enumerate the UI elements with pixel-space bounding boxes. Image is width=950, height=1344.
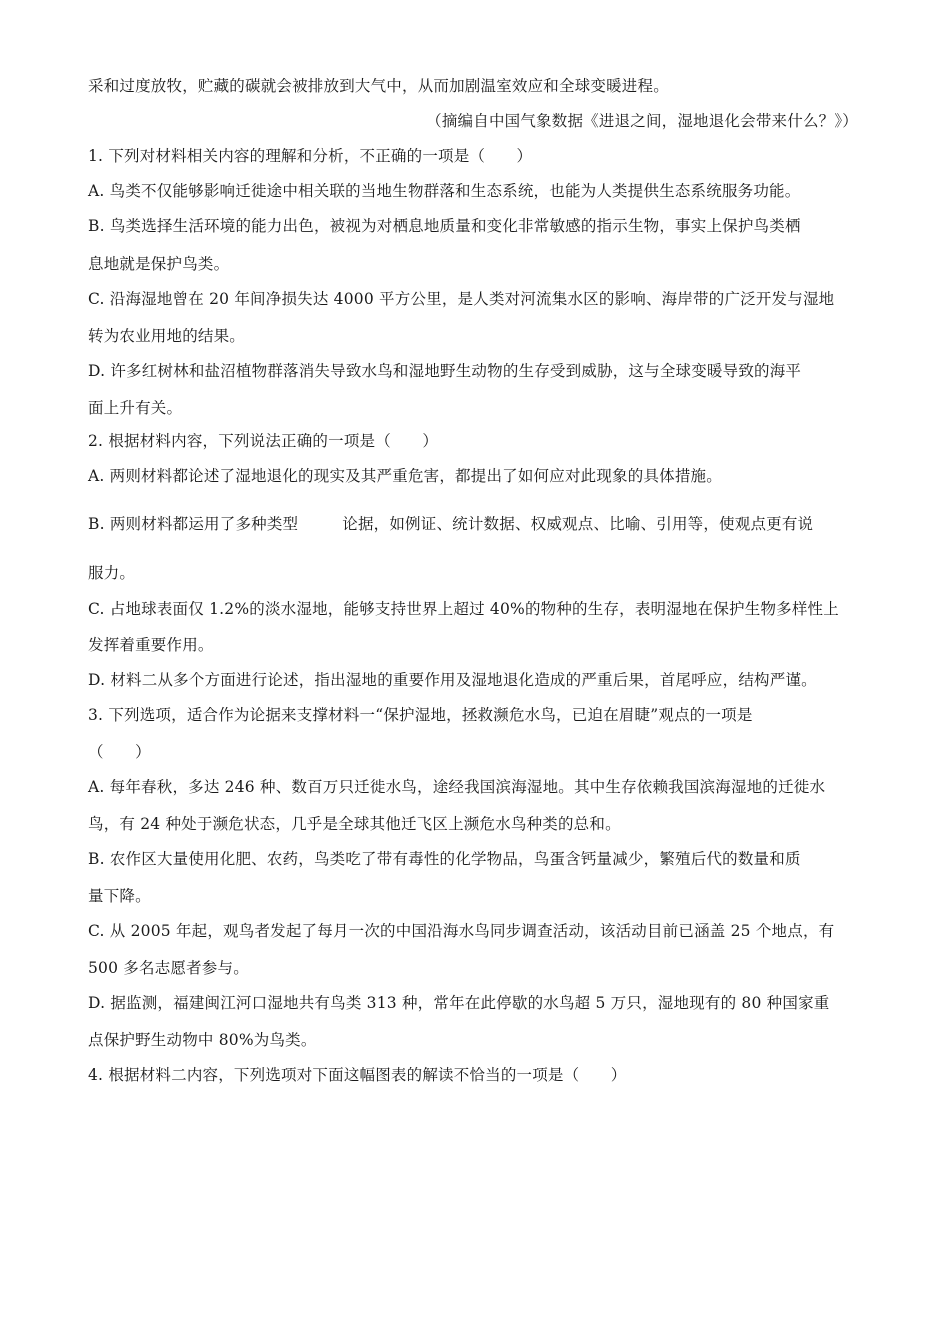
question-1-option-b: B. 鸟类选择生活环境的能力出色，被视为对栖息地质量和变化非常敏感的指示生物，事实上保护鸟类栖 — [88, 217, 801, 235]
question-2-option-c: C. 占地球表面仅 1.2%的淡水湿地，能够支持世界上超过 40%的物种的生存，表明湿地在保护生物多样性上 — [88, 600, 839, 618]
question-1-option-b-cont: 息地就是保护鸟类。 — [88, 255, 230, 273]
question-2-option-c-cont: 发挥着重要作用。 — [88, 636, 214, 654]
question-3-option-a-cont: 鸟，有 24 种处于濒危状态，几乎是全球其他迁飞区上濒危水鸟种类的总和。 — [88, 815, 621, 833]
question-4-stem: 4. 根据材料二内容，下列选项对下面这幅图表的解读不恰当的一项是（ ） — [88, 1066, 627, 1084]
question-3-option-a: A. 每年春秋，多达 246 种、数百万只迁徙水鸟，途经我国滨海湿地。其中生存依赖我国滨海湿地的迁徙水 — [88, 778, 826, 796]
question-1-option-c-cont: 转为农业用地的结果。 — [88, 327, 246, 345]
question-1-option-a: A. 鸟类不仅能够影响迁徙途中相关联的当地生物群落和生态系统，也能为人类提供生态系统服务功能。 — [88, 182, 801, 200]
question-2-option-b-part1: B. 两则材料都运用了多种类型 — [88, 515, 299, 533]
intro-line: 采和过度放牧，贮藏的碳就会被排放到大气中，从而加剧温室效应和全球变暖进程。 — [88, 77, 669, 95]
question-3-stem: 3. 下列选项，适合作为论据来支撑材料一“保护湿地，拯救濒危水鸟，已迫在眉睫”观点的一项是 — [88, 706, 753, 724]
question-2-option-b-cont: 服力。 — [88, 564, 136, 582]
question-3-option-c: C. 从 2005 年起，观鸟者发起了每月一次的中国沿海水鸟同步调查活动，该活动目前已涵盖 25 个地点，有 — [88, 922, 835, 940]
question-3-option-c-cont: 500 多名志愿者参与。 — [88, 959, 249, 977]
question-1-option-d-cont: 面上升有关。 — [88, 399, 183, 417]
question-3-option-d-cont: 点保护野生动物中 80%为鸟类。 — [88, 1031, 317, 1049]
question-1-stem: 1. 下列对材料相关内容的理解和分析，不正确的一项是（ ） — [88, 147, 533, 165]
question-3-option-b-cont: 量下降。 — [88, 887, 151, 905]
question-2-option-a: A. 两则材料都论述了湿地退化的现实及其严重危害，都提出了如何应对此现象的具体措施。 — [88, 467, 722, 485]
question-2-stem: 2. 根据材料内容，下列说法正确的一项是（ ） — [88, 432, 439, 450]
question-3-stem-cont: （ ） — [88, 743, 151, 761]
question-2-option-b-part2: 论据，如例证、统计数据、权威观点、比喻、引用等，使观点更有说 — [342, 515, 814, 533]
question-2-option-d: D. 材料二从多个方面进行论述，指出湿地的重要作用及湿地退化造成的严重后果，首尾呼应，结构严谨。 — [88, 671, 817, 689]
question-1-option-d: D. 许多红树林和盐沼植物群落消失导致水鸟和湿地野生动物的生存受到威胁，这与全球变暖导致的海平 — [88, 362, 802, 380]
question-1-option-c: C. 沿海湿地曾在 20 年间净损失达 4000 平方公里，是人类对河流集水区的影响、海岸带的广泛开发与湿地 — [88, 290, 835, 308]
question-3-option-b: B. 农作区大量使用化肥、农药，鸟类吃了带有毒性的化学物品，鸟蛋含钙量减少，繁殖后代的数量和质 — [88, 850, 801, 868]
question-3-option-d: D. 据监测，福建闽江河口湿地共有鸟类 313 种，常年在此停歇的水鸟超 5 万只，湿地现有的 80 种国家重 — [88, 994, 830, 1012]
question-2-option-b — [88, 514, 813, 534]
source-citation: （摘编自中国气象数据《进退之间，湿地退化会带来什么？》） — [426, 112, 858, 130]
